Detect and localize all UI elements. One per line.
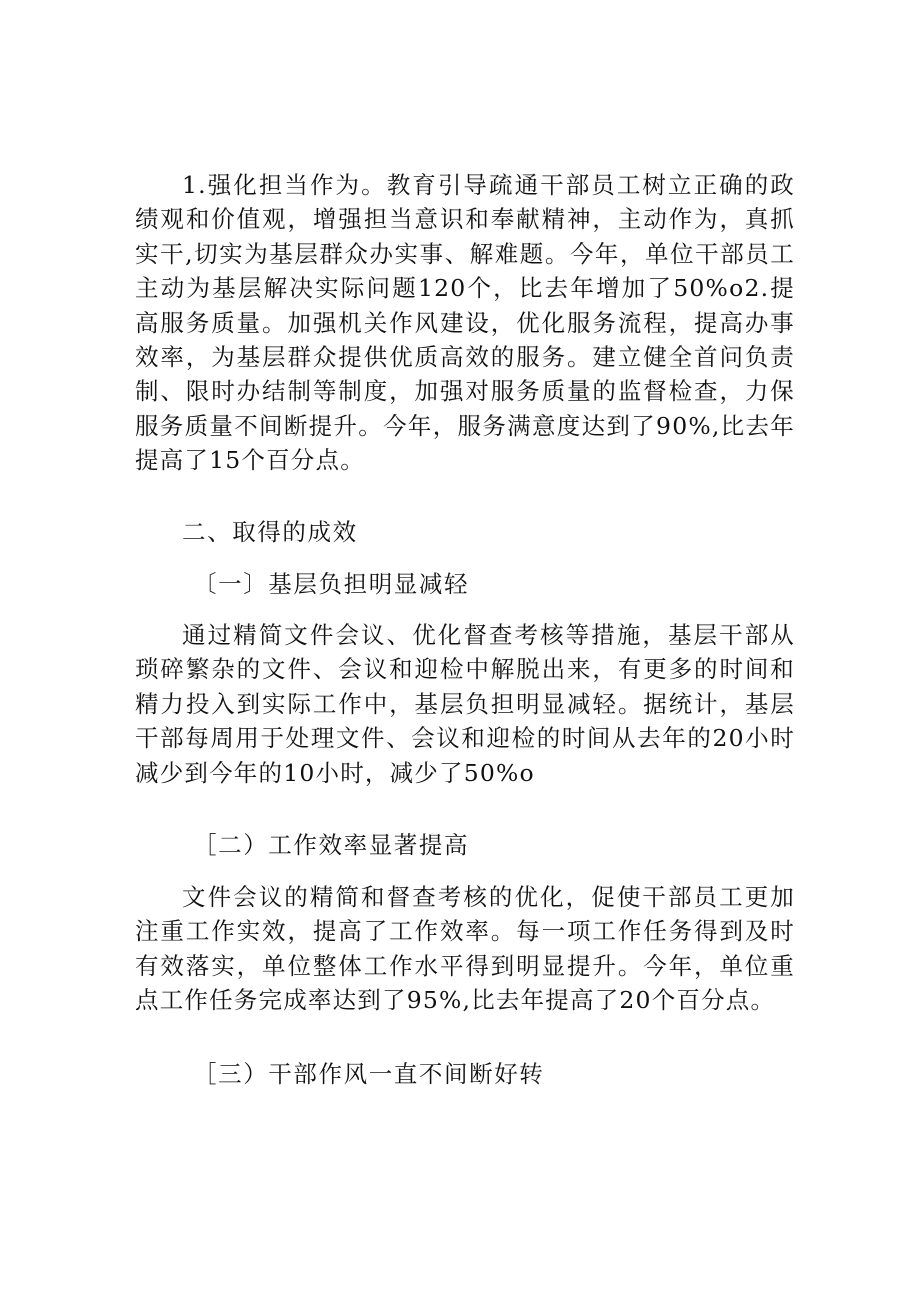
section-heading-achievements: 二、取得的成效 bbox=[182, 518, 358, 546]
paragraph-service-quality: 1.强化担当作为。教育引导疏通干部员工树立正确的政绩观和价值观，增强担当意识和奉献精神，主动作为，真抓实干,切实为基层群众办实事、解难题。今年，单位干部员工主动为基层解决实际问题120个，比去年增加了50%o2.提高服务质量。加强机关作风建设，优化服务流程，提高办事效率，为基层群众提供优质高效的服务。建立健全首问负责制、限时办结制等制度，加强对服务质量的监督检查，力保服务质量不间断提升。今年，服务满意度达到了90%,比去年提高了15个百分点。 bbox=[135, 171, 795, 475]
subheading-burden-reduced: 〔一〕基层负担明显减轻 bbox=[193, 570, 470, 598]
paragraph-burden-reduced: 通过精简文件会议、优化督查考核等措施，基层干部从琐碎繁杂的文件、会议和迎检中解脱出来，有更多的时间和精力投入到实际工作中，基层负担明显减轻。据统计，基层干部每周用于处理文件、会议和迎检的时间从去年的20小时减少到今年的10小时，减少了50%o bbox=[135, 621, 795, 787]
paragraph-efficiency-improved: 文件会议的精简和督查考核的优化，促使干部员工更加注重工作实效，提高了工作效率。每一项工作任务得到及时有效落实，单位整体工作水平得到明显提升。今年，单位重点工作任务完成率达到了95%,比去年提高了20个百分点。 bbox=[135, 883, 795, 1015]
subheading-efficiency-improved: ［二）工作效率显著提高 bbox=[193, 831, 470, 859]
subheading-cadre-style: ［三）干部作风一直不间断好转 bbox=[193, 1060, 545, 1088]
